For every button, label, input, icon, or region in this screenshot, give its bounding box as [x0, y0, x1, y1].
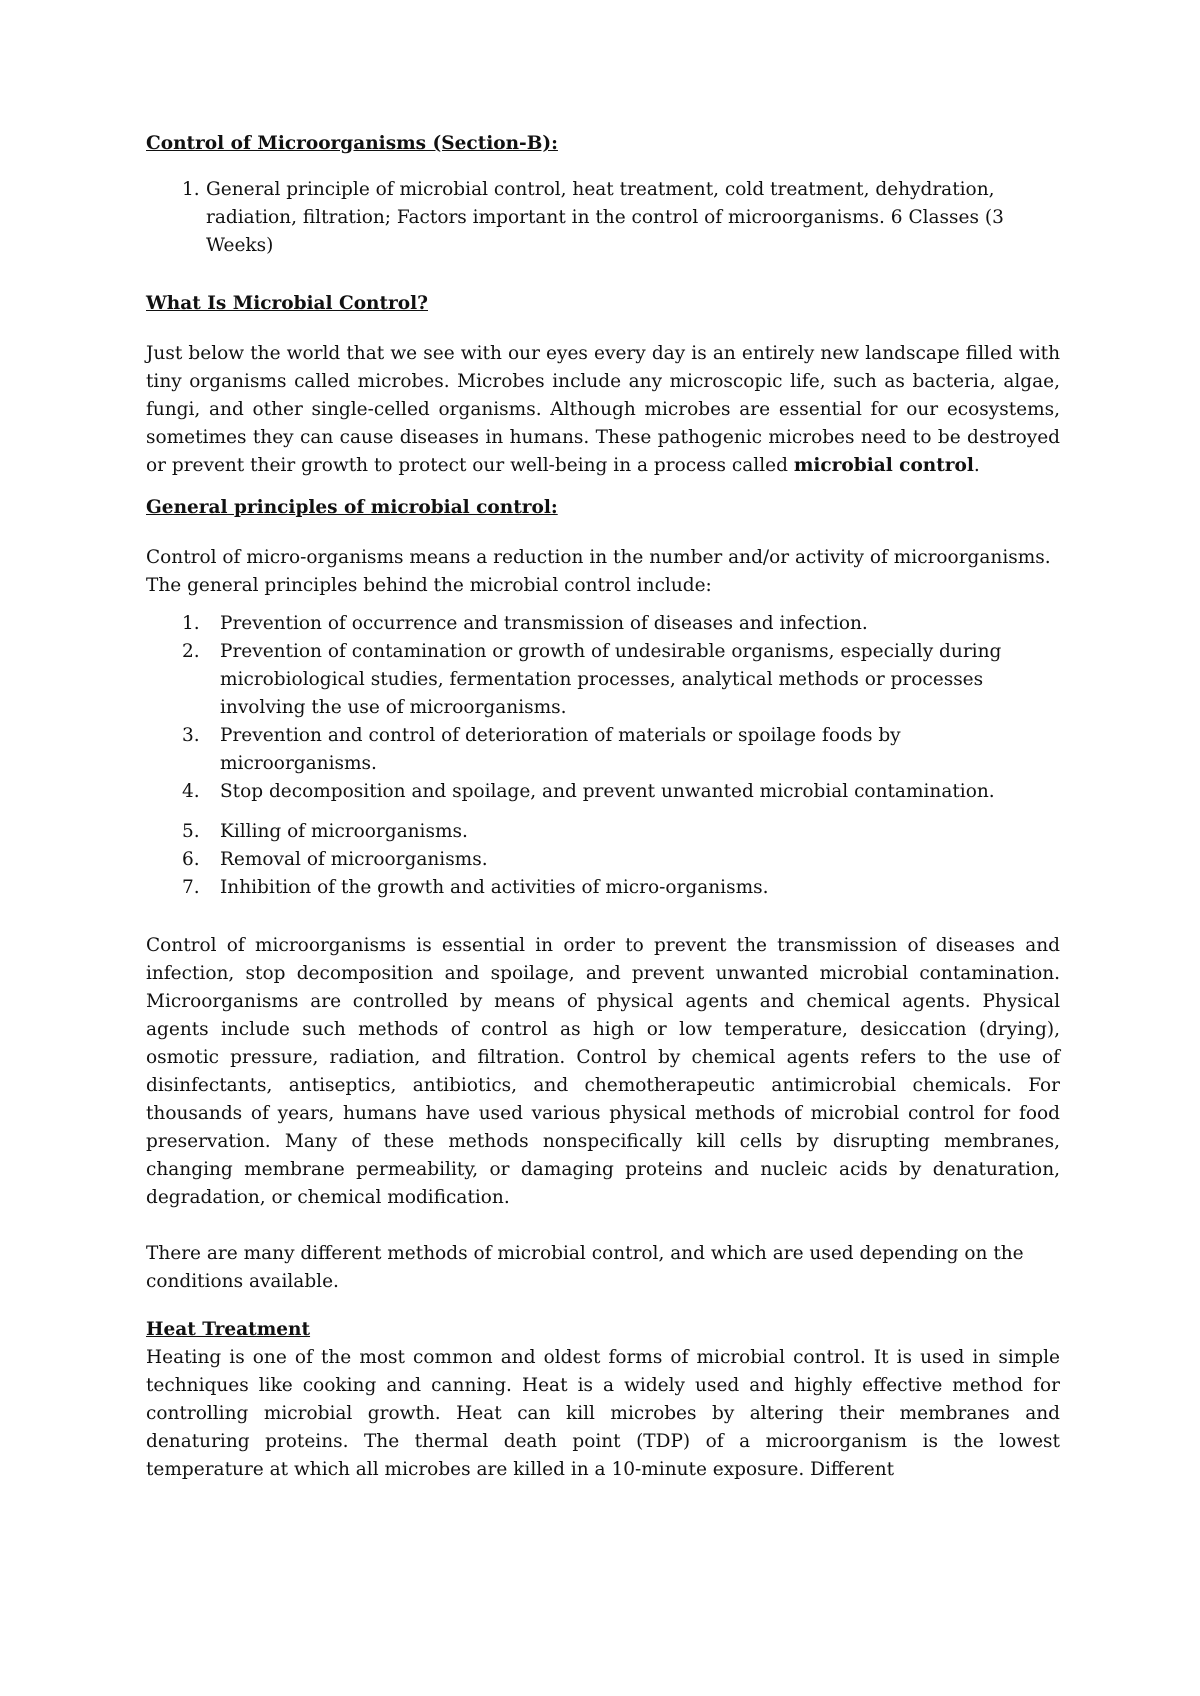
list-number: 1. [182, 179, 200, 200]
control-paragraph: Control of microorganisms is essential in order to prevent the transmission of diseases and infection, stop decomposition and spoilage, and prevent unwanted microbial contamination. Microorganisms are controlled by means of physical agents and chemical agents. Physical agents include such methods of control as high or low temperature, desiccation (drying), osmotic pressure, radiation, and filtration. Control by chemical agents refers to the use of disinfectants, antiseptics, antibiotics, and chemotherapeutic antimicrobial chemicals. For thousands of years, humans have used various physical methods of microbial control for food preservation. Many of these methods nonspecifically kill cells by disrupting membranes, changing membrane permeability, or damaging proteins and nucleic acids by denaturation, degradation, or chemical modification. [146, 935, 1060, 1208]
list-number: 1. [182, 613, 200, 634]
syllabus-item [146, 176, 1060, 260]
list-number: 2. [182, 641, 200, 662]
heat-treatment-body: Heating is one of the most common and oldest forms of microbial control. It is used in simple techniques like cooking and canning. Heat is a widely used and highly effective method for controlling microbial growth. Heat can kill microbes by altering their membranes and denaturing proteins. The thermal death point (TDP) of a microorganism is the lowest temperature at which all microbes are killed in a 10-minute exposure. Different [146, 1347, 1060, 1480]
list-item [146, 846, 1060, 874]
methods-paragraph: There are many different methods of microbial control, and which are used depending on the conditions available. [146, 1243, 1024, 1292]
list-number: 3. [182, 725, 200, 746]
list-item-text: Removal of microorganisms. [220, 849, 488, 870]
list-number: 4. [182, 781, 200, 802]
syllabus-text: General principle of microbial control, heat treatment, cold treatment, dehydration, radiation, filtration; Factors important in the control of microorganisms. 6 Classes (3 Weeks) [206, 179, 1004, 256]
what-is-body-end: . [973, 455, 980, 476]
list-item-text: Inhibition of the growth and activities of micro-organisms. [220, 877, 769, 898]
list-item [146, 722, 1060, 778]
list-item-text: Prevention of contamination or growth of undesirable organisms, especially during microbiological studies, fermentation processes, analytical methods or processes involving the use of microorganisms. [220, 641, 1002, 718]
what-is-heading: What Is Microbial Control? [146, 293, 428, 314]
list-item [146, 818, 1060, 846]
general-principles-intro: Control of micro-organisms means a reduction in the number and/or activity of microorganisms. The general principles behind the microbial control include: [146, 547, 1051, 596]
microbial-control-term: microbial control [793, 455, 974, 476]
document-page [146, 130, 1060, 1484]
list-item [146, 778, 1060, 806]
principles-list [146, 610, 1060, 902]
list-item [146, 638, 1060, 722]
list-number: 7. [182, 877, 200, 898]
what-is-body [146, 340, 1060, 480]
section-title: Control of Microorganisms (Section-B): [146, 133, 558, 154]
list-item-text: Killing of microorganisms. [220, 821, 468, 842]
list-item-text: Prevention and control of deterioration of materials or spoilage foods by microorganisms. [220, 725, 901, 774]
syllabus-list [146, 176, 1060, 260]
heat-treatment-heading: Heat Treatment [146, 1319, 311, 1340]
what-is-body-text: Just below the world that we see with our eyes every day is an entirely new landscape filled with tiny organisms called microbes. Microbes include any microscopic life, such as bacteria, algae, fungi, and other single-celled organisms. Although microbes are essential for our ecosystems, sometimes they can cause diseases in humans. These pathogenic microbes need to be destroyed or prevent their growth to protect our well-being in a process called [146, 343, 1060, 476]
list-item-text: Stop decomposition and spoilage, and prevent unwanted microbial contamination. [220, 781, 995, 802]
list-number: 5. [182, 821, 200, 842]
general-principles-heading: General principles of microbial control: [146, 497, 558, 518]
list-item [146, 610, 1060, 638]
list-item [146, 874, 1060, 902]
list-item-text: Prevention of occurrence and transmission of diseases and infection. [220, 613, 868, 634]
list-number: 6. [182, 849, 200, 870]
